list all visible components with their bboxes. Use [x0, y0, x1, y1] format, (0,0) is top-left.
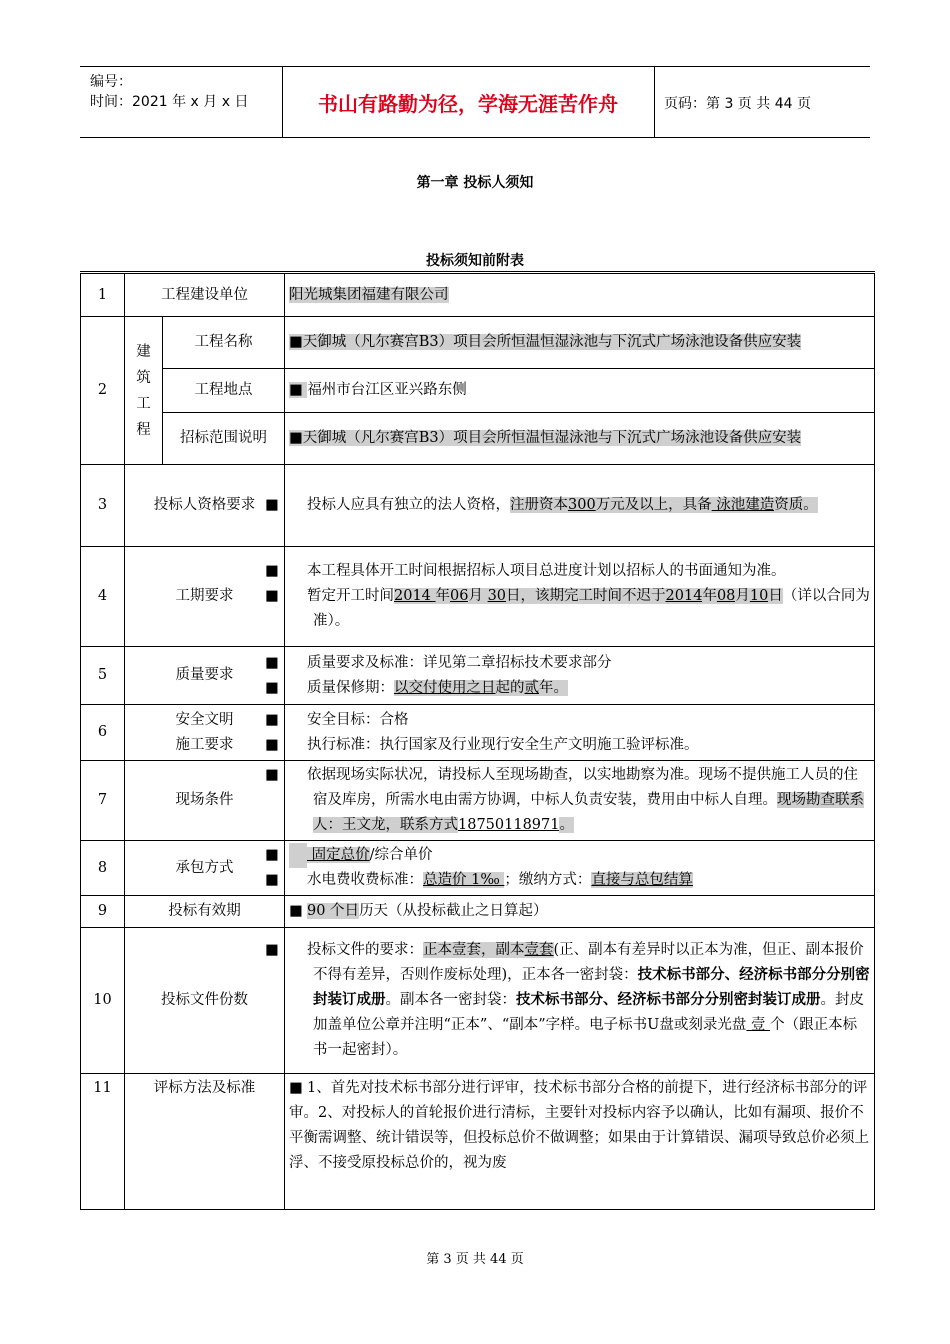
bid-scope: ■天御城（凡尔赛宫B3）项目会所恒温恒湿泳池与下沉式广场泳池设备供应安装 — [289, 430, 802, 446]
page-indicator: 页码：第 3 页 共 44 页 — [664, 96, 811, 112]
table-row: 7 现场条件 ■ 依据现场实际状况，请投标人至现场勘查，以实地勘察为准。现场不提供施工人员的住宿及库房，所需水电由需方协调，中标人负责安装，费用由中标人自理。现场勘查联系人：王文龙，联系方式18750118971。 — [81, 761, 875, 841]
row-label: 现场条件 — [125, 761, 285, 841]
table-row — [81, 413, 875, 465]
row-number: 10 — [81, 928, 125, 1074]
row-label: 工程名称 — [163, 317, 285, 369]
page-footer: 第 3 页 共 44 页 — [426, 1252, 524, 1267]
row-label: 投标有效期 — [125, 896, 285, 928]
table-title: 投标须知前附表 — [426, 253, 524, 269]
header-motto: 书山有路勤为径，学海无涯苦作舟 — [282, 67, 655, 137]
row-number: 11 — [81, 1074, 125, 1210]
table-row — [81, 273, 875, 317]
row-number: 6 — [81, 705, 125, 761]
row-number: 3 — [81, 465, 125, 547]
row-label: 工期要求 — [125, 547, 285, 647]
row-number: 1 — [81, 273, 125, 317]
table-row: 10 投标文件份数 ■ 投标文件的要求：正本壹套，副本壹套(正、副本有差异时以正本为准，但正、副本报价不得有差异，否则作废标处理)，正本各一密封袋：技术标书部分、经济标书部分分别密封装订成册。副本各一密封袋：技术标书部分、经济标书部分分别密封装订成册。封皮加盖单位公章并注明“正本”、“副本”字样。电子标书U盘或刻录光盘 壹 个（跟正本标书一起密封）。 — [81, 928, 875, 1074]
table-row: 6 安全文明 施工要求 ■ 安全目标：合格 ■ 执行标准：执行国家及行业现行安全生产文明施工验评标准。 — [81, 705, 875, 761]
page-header — [80, 66, 870, 138]
row-number: 5 — [81, 647, 125, 705]
row-number: 9 — [81, 896, 125, 928]
table-row: 5 质量要求 ■ 质量要求及标准：详见第二章招标技术要求部分 ■ 质量保修期：以交付使用之日起的贰年。 — [81, 647, 875, 705]
chapter-title: 第一章 投标人须知 — [416, 175, 534, 191]
table-row: 8 承包方式 ■ 固定总价/综合单价 ■ 水电费收费标准：总造价 1‰ ；缴纳方式：直接与总包结算 — [81, 841, 875, 896]
date-label: 时间：2021 年 x 月 x 日 — [90, 94, 249, 110]
project-location: 福州市台江区亚兴路东侧 — [307, 382, 467, 398]
table-row — [81, 317, 875, 369]
project-name: ■天御城（凡尔赛宫B3）项目会所恒温恒湿泳池与下沉式广场泳池设备供应安装 — [289, 334, 802, 350]
table-row: 4 工期要求 ■ 本工程具体开工时间根据招标人项目总进度计划以招标人的书面通知为准。 ■ 暂定开工时间2014 年06月 30日，该期完工时间不迟于2014年08月10日（详以合同为准）。 — [81, 547, 875, 647]
row-label: 承包方式 — [125, 841, 285, 896]
row-label: 投标文件份数 — [125, 928, 285, 1074]
table-row: 3 投标人资格要求 ■ 投标人应具有独立的法人资格，注册资本300万元及以上，具备 泳池建造资质。 — [81, 465, 875, 547]
serial-label: 编号： — [90, 74, 132, 90]
row-label: 评标方法及标准 — [125, 1074, 285, 1210]
table-row: 9 投标有效期 ■ 90 个日历天（从投标截止之日算起） — [81, 896, 875, 928]
row-number: 4 — [81, 547, 125, 647]
table-row: 工程地点 ■ 福州市台江区亚兴路东侧 — [81, 369, 875, 413]
row-label: 招标范围说明 — [163, 413, 285, 465]
row-number: 8 — [81, 841, 125, 896]
row-number: 7 — [81, 761, 125, 841]
row-label: 工程建设单位 — [125, 273, 285, 317]
row-label: 工程地点 — [163, 369, 285, 413]
row-number: 2 — [81, 317, 125, 465]
row-label: 质量要求 — [125, 647, 285, 705]
table-row: 11 评标方法及标准 ■ 1、首先对技术标书部分进行评审，技术标书部分合格的前提下，进行经济标书部分的评审。2、对投标人的首轮报价进行清标，主要针对投标内容予以确认，比如有漏项、报价不平衡需调整、统计错误等，但投标总价不做调整；如果由于计算错误、漏项导致总价必须上浮、不接受原投标总价的，视为废 — [81, 1074, 875, 1210]
bid-appendix-table — [80, 271, 875, 1210]
row-label: 安全文明 施工要求 — [125, 705, 285, 761]
header-meta — [80, 67, 283, 137]
row-value: 阳光城集团福建有限公司 — [289, 286, 449, 303]
row-label: 投标人资格要求 — [125, 465, 285, 547]
group-label: 建 筑 工 程 — [125, 317, 163, 465]
